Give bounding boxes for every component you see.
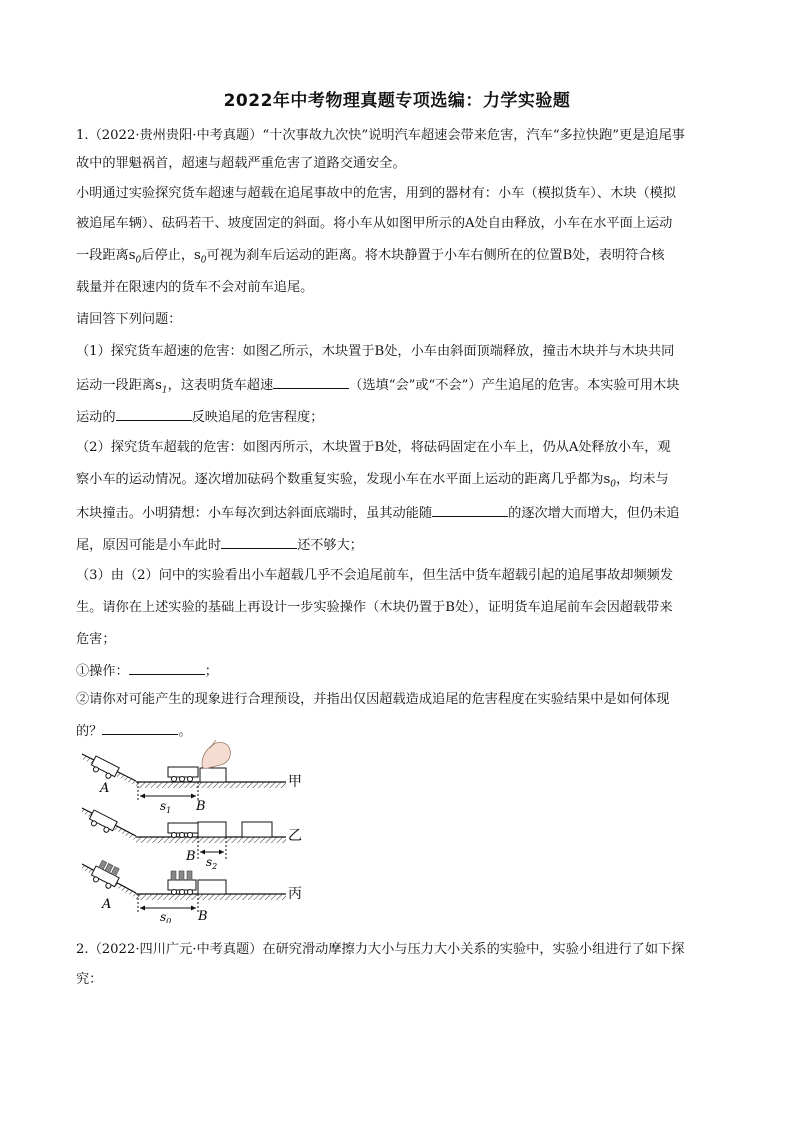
answer-blank-5[interactable]: [129, 662, 205, 675]
q1-line-11: （2）探究货车超载的危害：如图丙所示，木块置于B处，将砝码固定在小车上，仍从A处释放小车，观: [76, 440, 671, 455]
q1-line-8: （1）探究货车超速的危害：如图乙所示，木块置于B处，小车由斜面顶端释放，撞击木块并与木块共同: [76, 344, 675, 359]
q1-line-5: 一段距离$s_0$后停止，$s_0$可视为刹车后运动的距离。将木块静置于小车右侧所在的位置B处，表明符合核: [76, 248, 665, 266]
q1-line-9: 运动一段距离$s_1$，这表明货车超速 （选填“会”或“不会”）产生追尾的危害。本实验可用木块: [76, 378, 680, 396]
hand-icon: [202, 740, 230, 768]
answer-blank-6[interactable]: [102, 722, 178, 735]
q1-line-2: 故中的罪魁祸首，超速与超载严重危害了道路交通安全。: [76, 156, 406, 171]
label-B: B: [198, 909, 208, 923]
q1-line-12: 察小车的运动情况。逐次增加砝码个数重复实验，发现小车在水平面上运动的距离几乎都为$s_0$，均未与: [76, 472, 669, 490]
panel-bing: [82, 859, 302, 923]
q1-line-13: 木块撞击。小明猜想：小车每次到达斜面底端时，虽其动能随 的逐次增大而增大，但仍未追: [76, 506, 680, 521]
label-s2: $s_2$: [206, 855, 218, 871]
q1-line-6: 载量并在限速内的货车不会对前车追尾。: [76, 280, 314, 295]
q1-line-10: 运动的 反映追尾的危害程度；: [76, 410, 324, 425]
q1-line-15: （3）由（2）问中的实验看出小车超载几乎不会追尾前车，但生活中货车超载引起的追尾事故却频频发: [76, 568, 674, 583]
cart-at-B: [168, 823, 198, 838]
label-s0: $s_0$: [160, 910, 172, 923]
label-jia: 甲: [288, 774, 302, 790]
wood-block: [198, 880, 226, 894]
cart-at-B: [168, 767, 198, 782]
label-A: A: [100, 781, 110, 796]
experiment-figure: [76, 738, 316, 923]
cart-on-slope: [87, 810, 117, 835]
label-A: A: [102, 897, 112, 912]
q2-line-1: 2.（2022·四川广元·中考真题）在研究滑动摩擦力大小与压力大小关系的实验中，实验小组进行了如下探: [76, 942, 685, 957]
panel-yi: [82, 808, 302, 871]
answer-blank-4[interactable]: [221, 536, 297, 549]
loaded-cart-at-B: [168, 871, 196, 895]
q1-line-19: ②请你对可能产生的现象进行合理预设，并指出仅因超载造成追尾的危害程度在实验结果中是如何体现: [76, 692, 670, 707]
q1-line-3: 小明通过实验探究货车超速与超载在追尾事故中的危害，用到的器材有：小车（模拟货车）、木块（模拟: [76, 186, 677, 201]
q2-line-2: 究：: [76, 972, 103, 987]
q1-line-17: 危害；: [76, 632, 116, 647]
q1-line-14: 尾，原因可能是小车此时 还不够大；: [76, 538, 363, 553]
q1-line-1: 1.（2022·贵州贵阳·中考真题）“十次事故九次快”说明汽车超速会带来危害，汽车“多拉快跑”更是追尾事: [76, 128, 685, 143]
label-B: B: [196, 799, 206, 814]
q1-line-4: 被追尾车辆）、砝码若干、坡度固定的斜面。将小车从如图甲所示的A处自由释放，小车在水平面上运动: [76, 216, 673, 231]
page-title: 2022年中考物理真题专项选编：力学实验题: [223, 91, 571, 111]
q1-line-16: 生。请你在上述实验的基础上再设计一步实验操作（木块仍置于B处），证明货车追尾前车会因超载带来: [76, 600, 673, 615]
panel-jia: [82, 740, 302, 815]
label-bing: 丙: [288, 886, 302, 902]
q1-line-7: 请回答下列问题：: [76, 312, 182, 327]
answer-blank-2[interactable]: [116, 408, 192, 421]
cart-on-slope: [89, 756, 119, 781]
answer-blank-1[interactable]: [273, 376, 349, 389]
answer-blank-3[interactable]: [432, 504, 508, 517]
label-s1: $s_1$: [160, 799, 172, 815]
wood-block: [200, 768, 226, 782]
wood-block-start: [198, 822, 226, 837]
q1-line-20: 的？ 。: [76, 724, 192, 739]
label-B: B: [186, 849, 196, 864]
label-yi: 乙: [288, 828, 302, 844]
wood-block-end: [242, 822, 272, 837]
q1-line-18: ①操作： ；: [76, 664, 218, 679]
